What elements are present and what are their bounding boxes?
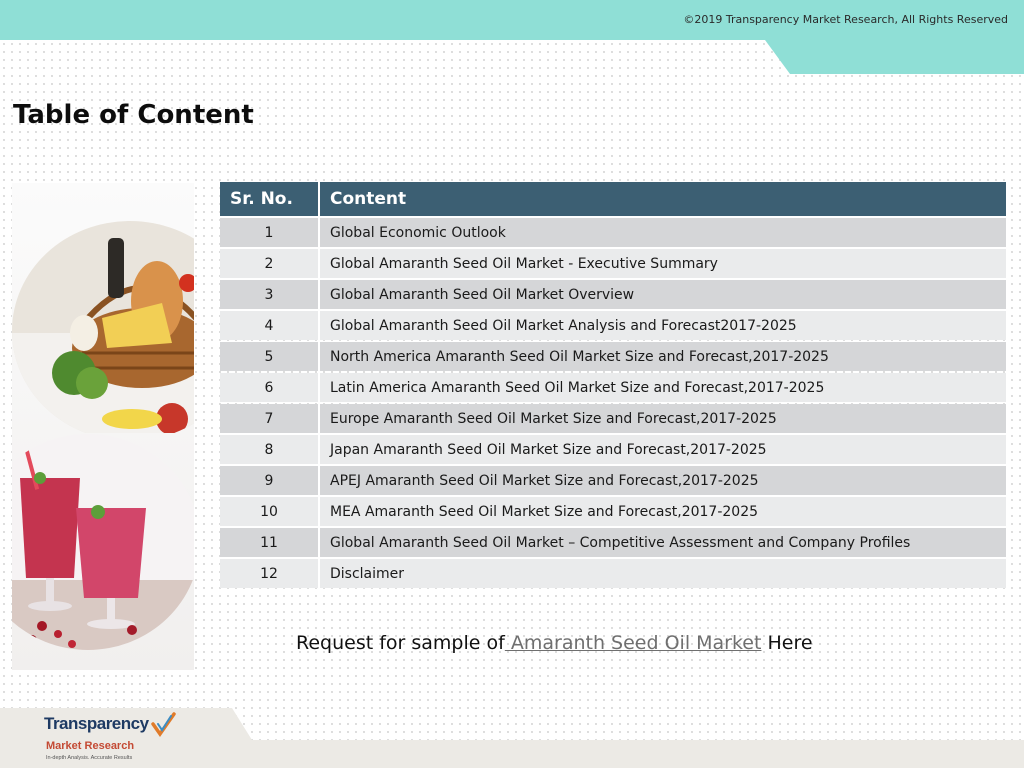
copyright-text: ©2019 Transparency Market Research, All Rights Reserved (683, 13, 1008, 26)
row-content: MEA Amaranth Seed Oil Market Size and Forecast,2017-2025 (320, 497, 1006, 526)
row-content: Global Amaranth Seed Oil Market Overview (320, 280, 1006, 309)
request-sample-line (296, 632, 813, 654)
page-title: Table of Content (13, 100, 254, 130)
table-row (220, 218, 1006, 247)
col-header-sr-no: Sr. No. (220, 182, 320, 216)
row-content: Global Amaranth Seed Oil Market – Competitive Assessment and Company Profiles (320, 528, 1006, 557)
row-content: Global Economic Outlook (320, 218, 1006, 247)
header-band (0, 0, 1024, 74)
row-number: 1 (220, 218, 320, 247)
row-content: Global Amaranth Seed Oil Market Analysis and Forecast2017-2025 (320, 311, 1006, 340)
row-number: 6 (220, 373, 320, 402)
row-content: North America Amaranth Seed Oil Market Size and Forecast,2017-2025 (320, 342, 1006, 371)
row-number: 10 (220, 497, 320, 526)
table-row (220, 249, 1006, 278)
toc-header-row (220, 182, 1006, 216)
row-content: Europe Amaranth Seed Oil Market Size and Forecast,2017-2025 (320, 404, 1006, 433)
checkmark-logo-icon (150, 712, 176, 738)
row-content: Global Amaranth Seed Oil Market - Executive Summary (320, 249, 1006, 278)
row-number: 4 (220, 311, 320, 340)
row-number: 2 (220, 249, 320, 278)
row-content: Disclaimer (320, 559, 1006, 588)
table-row (220, 311, 1006, 340)
logo-tagline: In-depth Analysis. Accurate Results (46, 755, 133, 761)
table-row (220, 528, 1006, 557)
table-row (220, 497, 1006, 526)
request-sample-link[interactable]: Amaranth Seed Oil Market (504, 632, 762, 654)
logo-text-transparency: Transparency (44, 714, 149, 733)
row-number: 3 (220, 280, 320, 309)
toc-table (220, 180, 1006, 590)
row-number: 9 (220, 466, 320, 495)
col-header-content: Content (320, 182, 1006, 216)
row-content: APEJ Amaranth Seed Oil Market Size and Forecast,2017-2025 (320, 466, 1006, 495)
company-logo (44, 714, 184, 764)
request-suffix: Here (761, 632, 813, 654)
table-row (220, 373, 1006, 402)
request-prefix: Request for sample of (296, 632, 505, 654)
table-row (220, 559, 1006, 588)
logo-text-market-research: Market Research (46, 740, 135, 752)
table-row (220, 342, 1006, 371)
row-number: 11 (220, 528, 320, 557)
smoothie-glasses-photo (12, 430, 194, 670)
food-basket-photo (12, 183, 194, 433)
row-number: 7 (220, 404, 320, 433)
table-row (220, 404, 1006, 433)
table-row (220, 466, 1006, 495)
row-content: Japan Amaranth Seed Oil Market Size and Forecast,2017-2025 (320, 435, 1006, 464)
table-row (220, 280, 1006, 309)
table-row (220, 435, 1006, 464)
row-number: 8 (220, 435, 320, 464)
row-content: Latin America Amaranth Seed Oil Market Size and Forecast,2017-2025 (320, 373, 1006, 402)
decorative-image-panel (12, 183, 194, 670)
row-number: 5 (220, 342, 320, 371)
row-number: 12 (220, 559, 320, 588)
